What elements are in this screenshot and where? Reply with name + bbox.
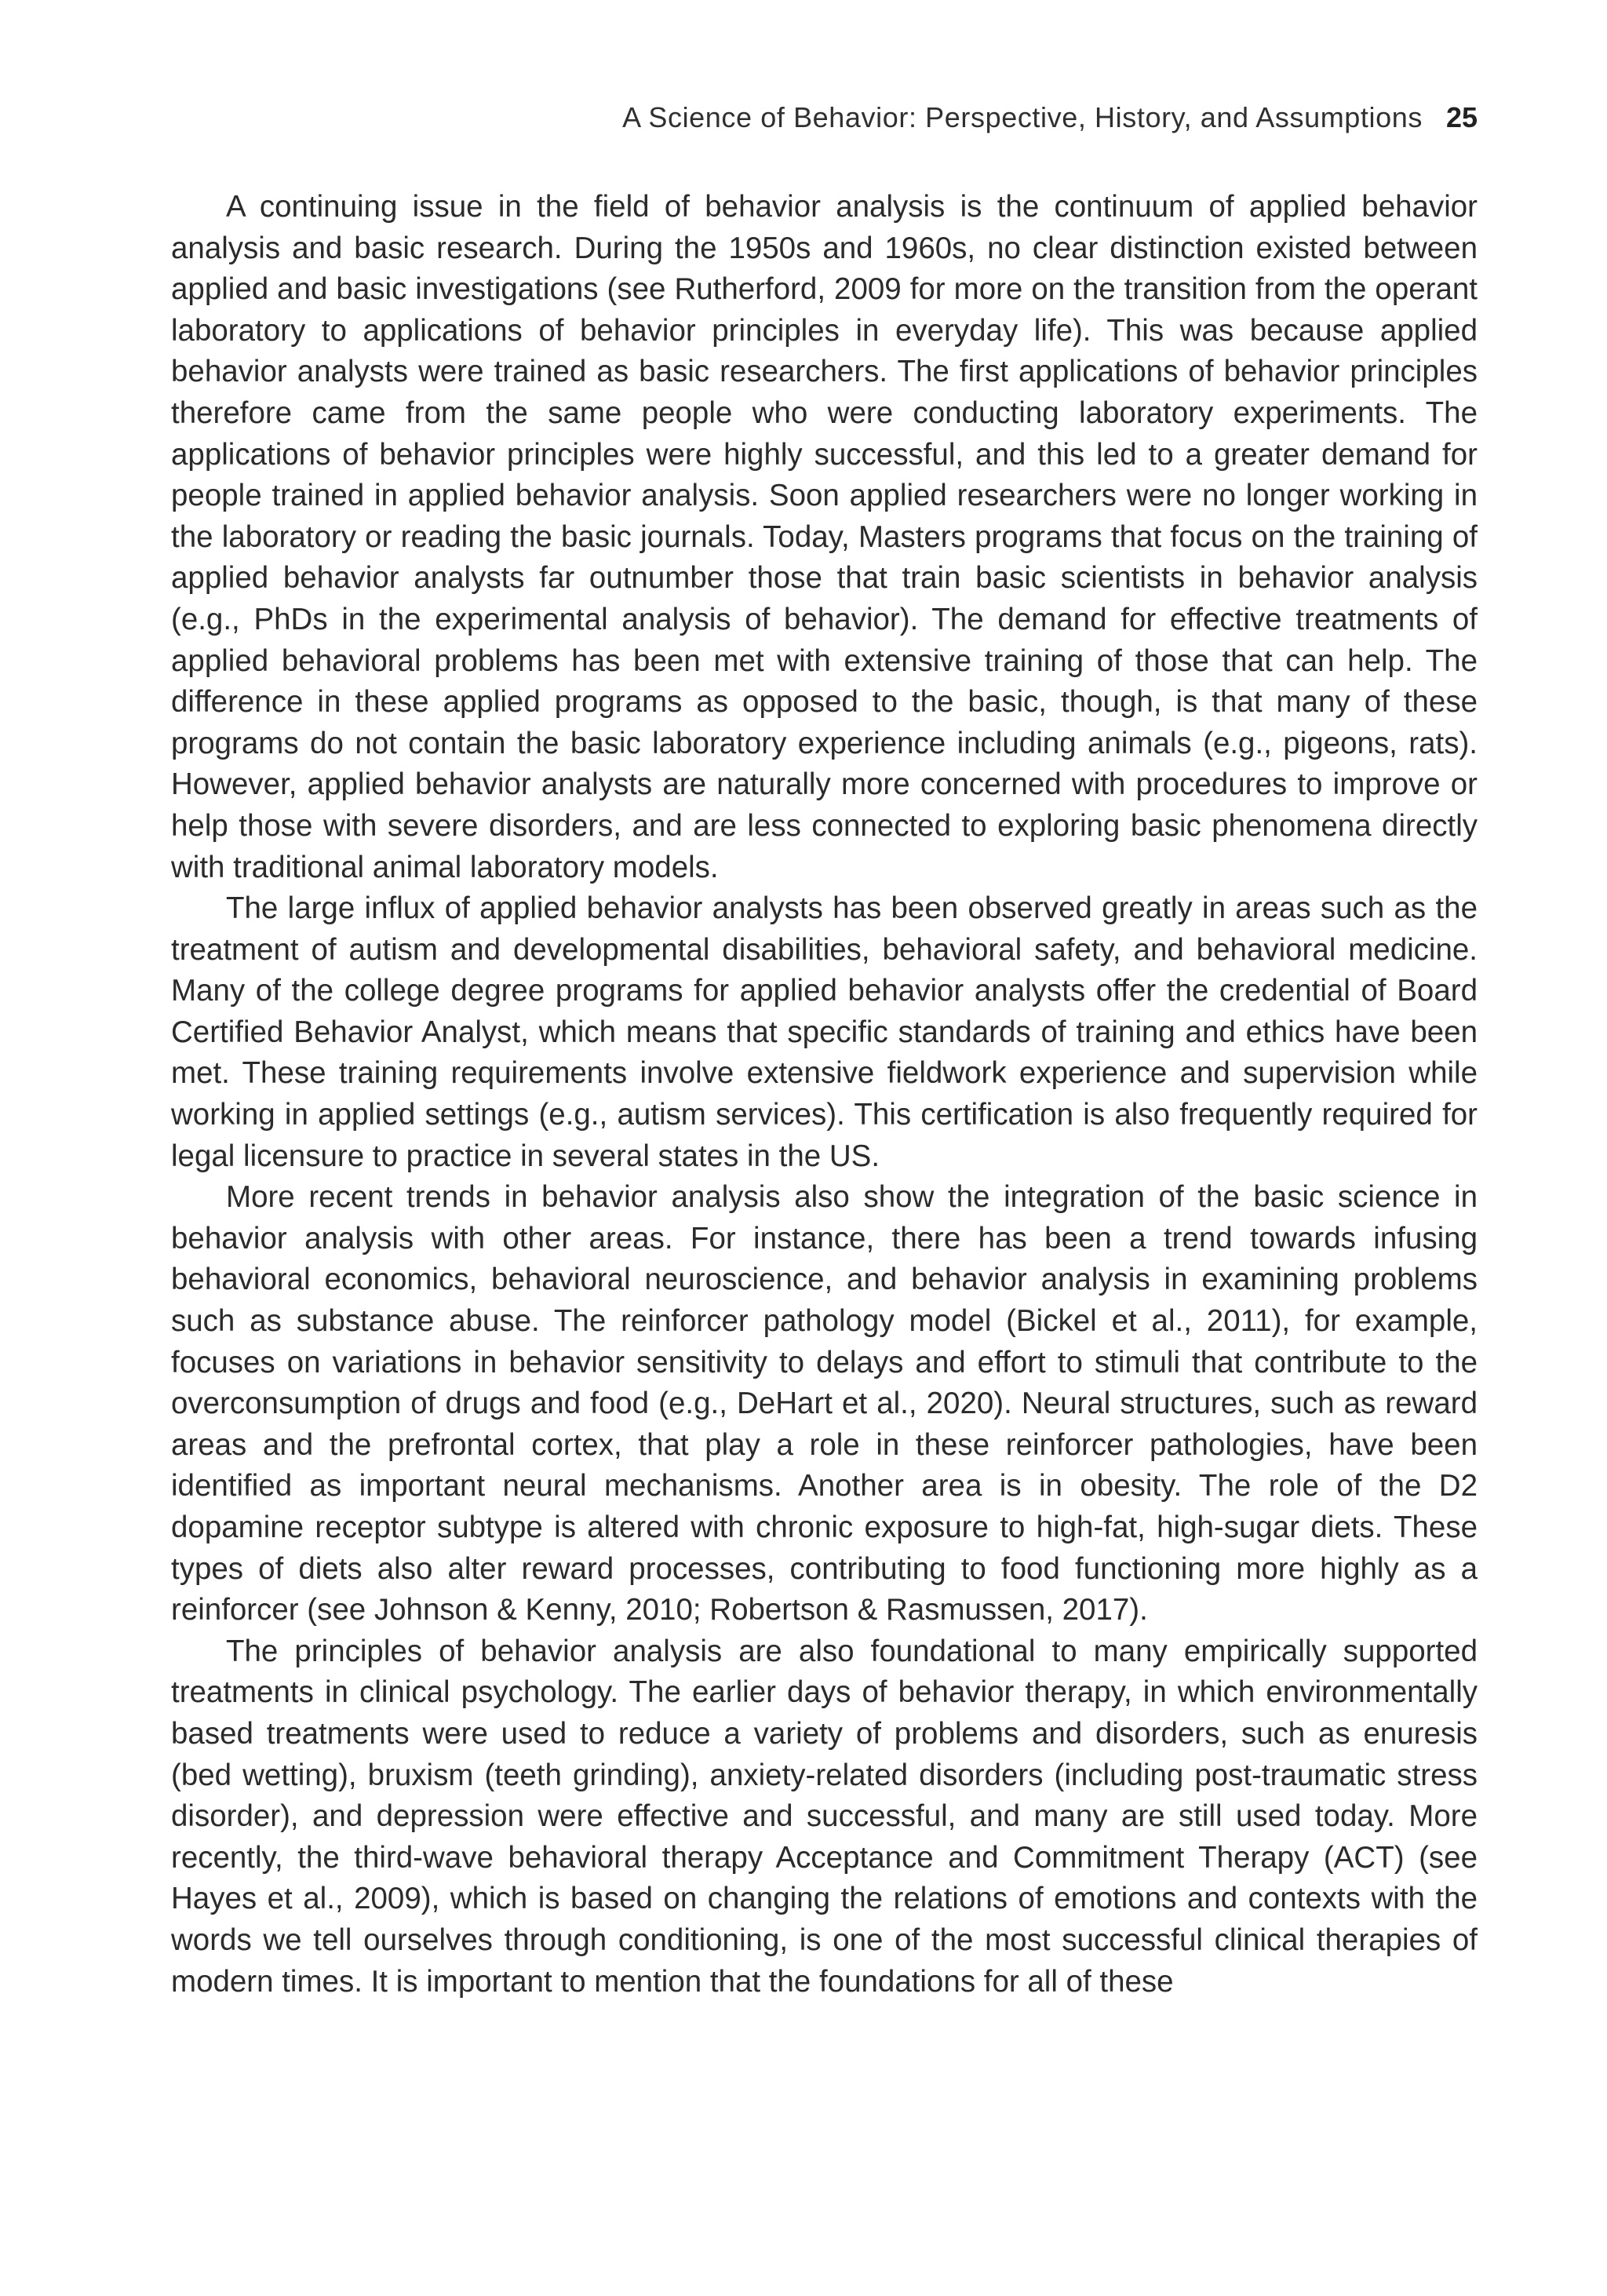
- paragraph-clinical-psychology: The principles of behavior analysis are also foundational to many empirically supported treatments in clinical psychology. The earlier days of behavior therapy, in which environmentally based treatments were used to reduce a variety of problems and disorders, such as enuresis (bed wetting), bruxism (teeth grinding), anxiety-related disorders (including post-traumatic stress disorder), and depression were effective and successful, and many are still used today. More recently, the third-wave behavioral therapy Acceptance and Commitment Therapy (ACT) (see Hayes et al., 2009), which is based on changing the relations of emotions and contexts with the words we tell ourselves through conditioning, is one of the most successful clinical therapies of modern times. It is important to mention that the foundations for all of these: [171, 1634, 1478, 1999]
- running-head: [171, 100, 1478, 135]
- page-number: 25: [1445, 101, 1478, 133]
- paragraph-applied-influx: The large influx of applied behavior analysts has been observed greatly in areas such as the treatment of autism and developmental disabilities, behavioral safety, and behavioral medicine. Many of the college degree programs for applied behavior analysts offer the credential of Board Certified Behavior Analyst, which means that specific standards of training and ethics have been met. These training requirements involve extensive fieldwork experience and supervision while working in applied settings (e.g., autism services). This certification is also frequently required for legal licensure to practice in several states in the US.: [171, 891, 1478, 1173]
- running-title: A Science of Behavior: Perspective, History, and Assumptions: [622, 101, 1423, 133]
- paragraph-recent-trends: More recent trends in behavior analysis also show the integration of the basic science in behavior analysis with other areas. For instance, there has been a trend towards infusing behavioral economics, behavioral neuroscience, and behavior analysis in examining problems such as substance abuse. The reinforcer pathology model (Bickel et al., 2011), for example, focuses on variations in behavior sensitivity to delays and effort to stimuli that contribute to the overconsumption of drugs and food (e.g., DeHart et al., 2020). Neural structures, such as reward areas and the prefrontal cortex, that play a role in these reinforcer pathologies, have been identified as important neural mechanisms. Another area is in obesity. The role of the D2 dopamine receptor subtype is altered with chronic exposure to high-fat, high-sugar diets. These types of diets also alter reward processes, contributing to food functioning more highly as a reinforcer (see Johnson & Kenny, 2010; Robertson & Rasmussen, 2017).: [171, 1180, 1478, 1627]
- paragraph-applied-vs-basic: A continuing issue in the field of behavior analysis is the continuum of applied behavior analysis and basic research. During the 1950s and 1960s, no clear distinction existed between applied and basic investigations (see Rutherford, 2009 for more on the transition from the operant laboratory to applications of behavior principles in everyday life). This was because applied behavior analysts were trained as basic researchers. The first applications of behavior principles therefore came from the same people who were conducting laboratory experiments. The applications of behavior principles were highly successful, and this led to a greater demand for people trained in applied behavior analysis. Soon applied researchers were no longer working in the laboratory or reading the basic journals. Today, Masters programs that focus on the training of applied behavior analysts far outnumber those that train basic scientists in behavior analysis (e.g., PhDs in the experimental analysis of behavior). The demand for effective treatments of applied behavioral problems has been met with extensive training of those that can help. The difference in these applied programs as opposed to the basic, though, is that many of these programs do not contain the basic laboratory experience including animals (e.g., pigeons, rats). However, applied behavior analysts are naturally more concerned with procedures to improve or help those with severe disorders, and are less connected to exploring basic phenomena directly with traditional animal laboratory models.: [171, 190, 1478, 884]
- body-text: [171, 187, 1478, 2003]
